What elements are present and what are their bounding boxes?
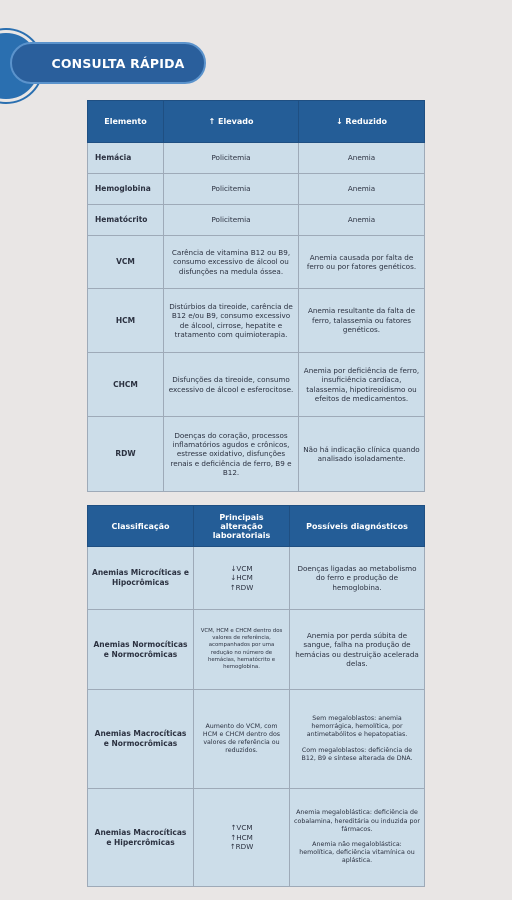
banner-title: CONSULTA RÁPIDA	[51, 55, 185, 71]
header-diagnoses: Possíveis diagnósticos	[290, 506, 425, 547]
lab-item: ↓VCM	[230, 563, 253, 573]
row-elevated: Policitemia	[164, 143, 299, 174]
header-classification: Classificação	[88, 506, 194, 547]
table-row	[88, 547, 425, 610]
row-diagnosis: Doenças ligadas ao metabolismo do ferro e produção de hemoglobina.	[290, 547, 425, 610]
row-element: Hemoglobina	[88, 174, 164, 205]
header-lab-changes: Principais alteração laboratoriais	[194, 506, 290, 547]
row-diagnosis: Anemia por perda súbita de sangue, falha na produção de hemácias ou destruição acelerada delas.	[290, 610, 425, 690]
lab-item: ↓HCM	[230, 573, 253, 583]
row-element: RDW	[88, 417, 164, 492]
row-reduced: Anemia	[299, 143, 425, 174]
table-row	[88, 417, 425, 492]
table-row	[88, 789, 425, 887]
banner	[10, 42, 206, 84]
row-lab-changes	[194, 789, 290, 887]
row-elevated: Policitemia	[164, 205, 299, 236]
row-element: Hemácia	[88, 143, 164, 174]
row-lab-changes: VCM, HCM e CHCM dentro dos valores de referência, acompanhados por uma redução no número de hemácias, hematócrito e hemoglobina.	[194, 610, 290, 690]
table-row	[88, 205, 425, 236]
row-classification: Anemias Macrocíticas e Normocrômicas	[88, 690, 194, 789]
row-elevated: Policitemia	[164, 174, 299, 205]
row-diagnosis	[290, 789, 425, 887]
diagnosis-paragraph: Anemia não megaloblástica: hemolítica, deficiência vitamínica ou aplástica.	[299, 841, 415, 865]
header-element: Elemento	[88, 101, 164, 143]
lab-item: ↑RDW	[229, 582, 254, 592]
table-row	[88, 690, 425, 789]
row-reduced: Anemia resultante da falta de ferro, talassemia ou fatores genéticos.	[299, 289, 425, 353]
lab-item: ↑RDW	[229, 842, 254, 852]
table-row	[88, 353, 425, 417]
row-lab-changes	[194, 547, 290, 610]
row-elevated: Doenças do coração, processos inflamatórios agudos e crônicos, estresse oxidativo, disfunções renais e deficiência de ferro, B9 e B12.	[164, 417, 299, 492]
row-element: HCM	[88, 289, 164, 353]
row-classification: Anemias Macrocíticas e Hipercrômicas	[88, 789, 194, 887]
row-reduced: Anemia causada por falta de ferro ou por fatores genéticos.	[299, 236, 425, 289]
table-row	[88, 610, 425, 690]
row-elevated: Distúrbios da tireoide, carência de B12 e/ou B9, consumo excessivo de álcool, cirrose, hepatite e tratamento com quimioterapia.	[164, 289, 299, 353]
reference-table	[87, 100, 425, 492]
table-row	[88, 236, 425, 289]
lab-item: ↑HCM	[230, 832, 253, 842]
row-element: VCM	[88, 236, 164, 289]
diagnosis-paragraph: Anemia megaloblástica: deficiência de cobalamina, hereditária ou induzida por fármacos.	[294, 809, 420, 833]
header-elevated: ↑ Elevado	[164, 101, 299, 143]
lab-item: ↑VCM	[230, 823, 253, 833]
row-classification: Anemias Microcíticas e Hipocrômicas	[88, 547, 194, 610]
row-reduced: Anemia por deficiência de ferro, insuficiência cardíaca, talassemia, hipotireoidismo ou efeitos de medicamentos.	[299, 353, 425, 417]
row-reduced: Anemia	[299, 205, 425, 236]
header-reduced: ↓ Reduzido	[299, 101, 425, 143]
row-lab-changes: Aumento do VCM, com HCM e CHCM dentro dos valores de referência ou reduzidos.	[194, 690, 290, 789]
row-elevated: Carência de vitamina B12 ou B9, consumo excessivo de álcool ou disfunções na medula óssea.	[164, 236, 299, 289]
table-header-row	[88, 506, 425, 547]
row-elevated: Disfunções da tireoide, consumo excessivo de álcool e esferocitose.	[164, 353, 299, 417]
row-element: CHCM	[88, 353, 164, 417]
table-header-row	[88, 101, 425, 143]
table-row	[88, 289, 425, 353]
diagnosis-paragraph: Com megaloblastos: deficiência de B12, B9 e síntese alterada de DNA.	[301, 746, 413, 762]
row-reduced: Anemia	[299, 174, 425, 205]
row-diagnosis	[290, 690, 425, 789]
table-row	[88, 174, 425, 205]
classification-table	[87, 505, 425, 887]
diagnosis-paragraph: Sem megaloblastos: anemia hemorrágica, hemolítica, por antimetabólitos e hepatopatias.	[306, 715, 408, 739]
table-row	[88, 143, 425, 174]
row-reduced: Não há indicação clínica quando analisado isoladamente.	[299, 417, 425, 492]
row-element: Hematócrito	[88, 205, 164, 236]
row-classification: Anemias Normocíticas e Normocrômicas	[88, 610, 194, 690]
